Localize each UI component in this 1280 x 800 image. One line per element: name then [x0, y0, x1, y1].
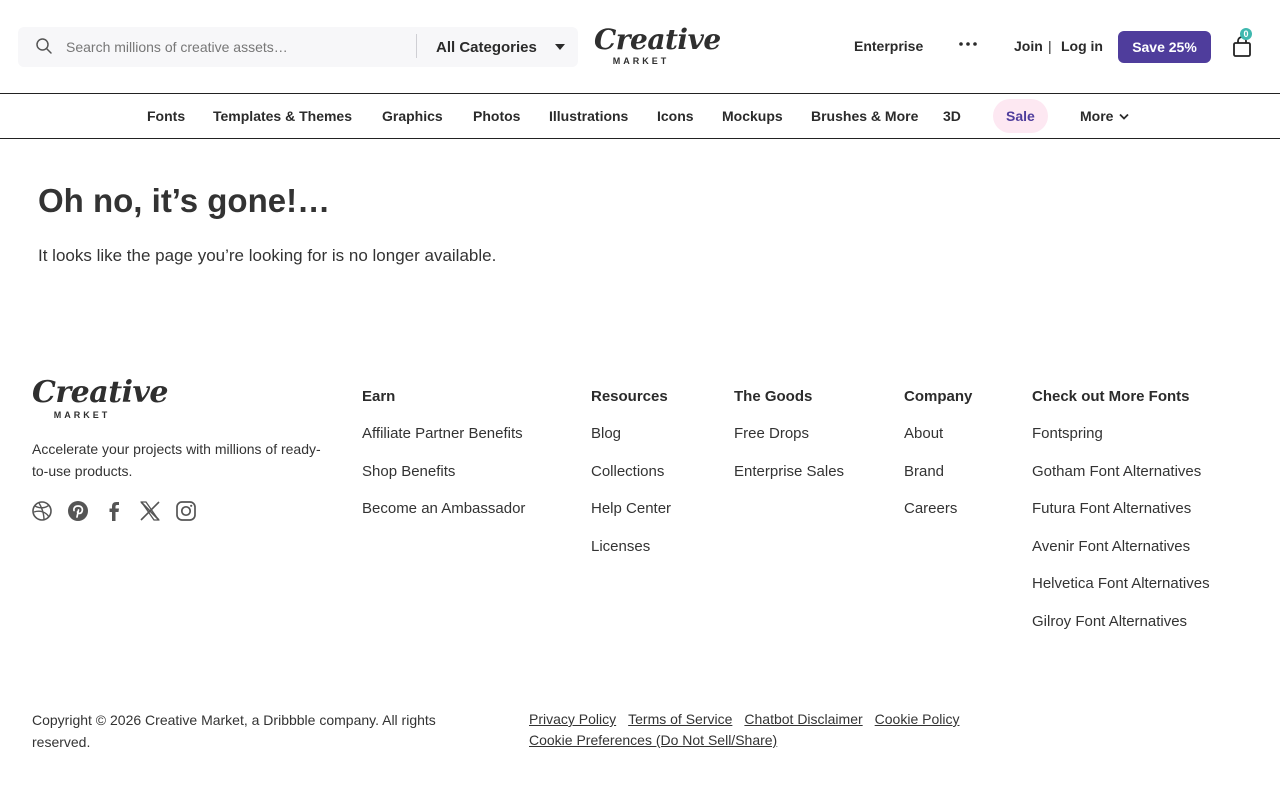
cart-icon[interactable] — [1232, 36, 1252, 58]
cookie-preferences-link[interactable]: Cookie Preferences (Do Not Sell/Share) — [529, 732, 778, 748]
chevron-down-icon — [1119, 113, 1129, 120]
terms-of-service-link[interactable]: Terms of Service — [628, 711, 733, 727]
footer-link[interactable]: Careers — [904, 500, 958, 517]
footer-link[interactable]: Brand — [904, 462, 945, 480]
login-link[interactable]: Log in — [1061, 38, 1103, 54]
save-25-button[interactable]: Save 25% — [1118, 31, 1211, 63]
footer-link[interactable]: Free Drops — [734, 425, 810, 442]
site-logo[interactable] — [594, 23, 721, 66]
footer-link[interactable]: Helvetica Font Alternatives — [1032, 575, 1210, 592]
footer-link[interactable]: Licenses — [591, 537, 651, 555]
facebook-icon[interactable] — [103, 500, 125, 522]
search-divider — [416, 34, 417, 58]
nav-item-3d[interactable]: 3D — [943, 108, 961, 124]
footer-column-fonts — [1032, 388, 1210, 633]
footer-heading: Earn — [362, 388, 396, 405]
dots-icon[interactable] — [957, 40, 979, 48]
search-icon[interactable] — [35, 37, 53, 55]
footer-tagline: Accelerate your projects with millions of ready-to-use products. — [32, 441, 321, 479]
footer-column-the-goods — [734, 388, 844, 483]
copyright-text: Copyright © 2026 Creative Market, a Dribbble company. All rights reserved. — [32, 712, 436, 750]
footer-link[interactable]: Enterprise Sales — [734, 462, 845, 480]
footer-link[interactable]: Help Center — [591, 500, 672, 517]
footer-link[interactable]: Fontspring — [1032, 425, 1103, 442]
footer-link[interactable]: Blog — [591, 425, 622, 442]
nav-item-templates-themes[interactable]: Templates & Themes — [213, 108, 353, 124]
footer-column-resources — [591, 388, 671, 558]
nav-item-icons[interactable]: Icons — [657, 108, 694, 124]
footer-column-earn — [362, 388, 525, 521]
footer-heading: Resources — [591, 388, 668, 405]
footer-link[interactable]: Gotham Font Alternatives — [1032, 462, 1202, 480]
nav-item-more[interactable] — [1080, 94, 1129, 138]
auth-separator: | — [1048, 38, 1052, 54]
footer-link[interactable]: Shop Benefits — [362, 462, 456, 480]
footer-heading: The Goods — [734, 388, 813, 405]
footer-link[interactable]: Gilroy Font Alternatives — [1032, 612, 1188, 630]
category-nav — [0, 94, 1280, 139]
footer-link[interactable]: Avenir Font Alternatives — [1032, 537, 1191, 555]
caret-down-icon — [555, 44, 565, 50]
nav-item-brushes-more[interactable]: Brushes & More — [811, 108, 919, 124]
footer-link[interactable]: Become an Ambassador — [362, 500, 526, 517]
footer-link[interactable]: Affiliate Partner Benefits — [362, 425, 523, 442]
legal-links — [529, 709, 1029, 751]
nav-item-mockups[interactable]: Mockups — [722, 108, 783, 124]
nav-item-photos[interactable]: Photos — [473, 108, 521, 124]
enterprise-link[interactable]: Enterprise — [854, 38, 924, 54]
search-bar — [18, 27, 578, 67]
pinterest-icon[interactable] — [67, 500, 89, 522]
nav-item-illustrations[interactable]: Illustrations — [549, 108, 629, 124]
nav-item-sale[interactable]: Sale — [993, 99, 1048, 133]
page-title: Oh no, it’s gone!… — [38, 182, 331, 219]
chatbot-disclaimer-link[interactable]: Chatbot Disclaimer — [744, 711, 863, 727]
nav-item-fonts[interactable]: Fonts — [147, 108, 186, 124]
instagram-icon[interactable] — [175, 500, 197, 522]
search-input[interactable] — [66, 27, 406, 67]
error-message: It looks like the page you’re looking for is no longer available. — [38, 246, 497, 265]
dribbble-icon[interactable] — [31, 500, 53, 522]
footer-logo-subtitle: MARKET — [53, 410, 111, 420]
footer-logo[interactable] — [32, 375, 168, 420]
nav-item-graphics[interactable]: Graphics — [382, 108, 443, 124]
logo-subtitle: MARKET — [612, 56, 670, 66]
footer-column-company — [904, 388, 972, 521]
footer-link[interactable]: About — [904, 425, 944, 442]
privacy-policy-link[interactable]: Privacy Policy — [529, 711, 617, 727]
footer-link[interactable]: Collections — [591, 462, 665, 480]
footer-heading: Check out More Fonts — [1032, 388, 1190, 405]
nav-more-label: More — [1080, 108, 1114, 124]
footer-heading: Company — [904, 388, 973, 405]
category-select-label: All Categories — [436, 38, 537, 56]
footer-link[interactable]: Futura Font Alternatives — [1032, 500, 1192, 517]
x-icon[interactable] — [139, 500, 161, 522]
category-select[interactable] — [436, 27, 565, 67]
site-header — [0, 0, 1280, 94]
cart-count-badge: 0 — [1240, 28, 1252, 40]
join-link[interactable]: Join — [1014, 38, 1043, 54]
logo-wordmark: Creative — [594, 23, 721, 56]
footer-logo-wordmark: Creative — [32, 375, 168, 410]
cookie-policy-link[interactable]: Cookie Policy — [874, 711, 960, 727]
